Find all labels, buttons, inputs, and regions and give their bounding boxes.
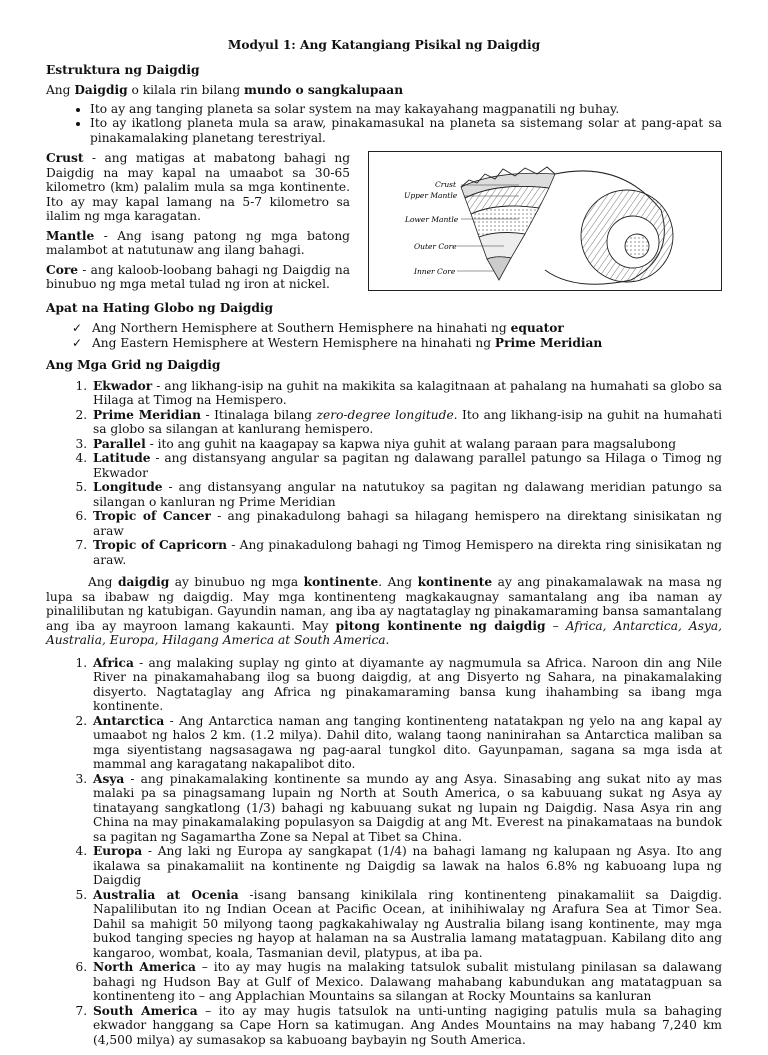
continents-list bbox=[46, 656, 722, 1048]
continent-item: 3. Asya - ang pinakamalaking kontinente sa mundo ay ang Asya. Sinasabing ang sukat nito ay mas malaki pa sa pinagsamang lupain ng North at South America, o sa kabuuang sukat ng Asya ay tinatayang sangkatlong (1/3) bahagi ng kabuuang sukat ng lupain ng Daigdig. Nasa Asya rin ang China na may pinakamalaking populasyon sa Daigdig at ang Mt. Everest na pinakamataas na bundok sa pagitan ng Sagamartha Zone sa Nepal at Tibet sa China. bbox=[91, 772, 722, 845]
core-definition: Core - ang kaloob-loobang bahagi ng Daigdig na binubuo ng mga metal tulad ng iron at nickel. bbox=[46, 262, 350, 291]
layers-section bbox=[46, 151, 722, 297]
grid-item: 3. Parallel - ito ang guhit na kaagapay sa kapwa niya guhit at walang paraan para magsalubong bbox=[91, 437, 722, 452]
bullet-item: • Ito ay ang tanging planeta sa solar system na may kakayahang magpanatili ng buhay. bbox=[90, 102, 722, 117]
label-crust: Crust bbox=[435, 180, 457, 189]
document-page bbox=[46, 38, 722, 1055]
continent-item: 5. Australia at Ocenia -isang bansang kinikilala ring kontinenteng pinakamaliit sa Daigdig. Napalilibutan ito ng Indian Ocean at Pacific Ocean, at inihihiwalay ng Arafura Sea at Timor Sea. Dahil sa mahigit 50 milyong taong pagkakahiwalay ng Australia bilang isang kontinente, may mga bukod tanging species ng hayop at halaman na sa Australia lamang matatagpuan. Kabilang dito ang kangaroo, wombat, koala, Tasmanian devil, platypus, at iba pa. bbox=[91, 888, 722, 961]
label-upper-mantle: Upper Mantle bbox=[404, 191, 458, 200]
crust-definition: Crust - ang matigas at mabatong bahagi ng Daigdig na may kapal na umaabot sa 30-65 kilometro (km) palalim mula sa mga kontinente. Ito ay may kapal lamang na 5-7 kilometro sa ilalim ng mga karagatan. bbox=[46, 151, 350, 223]
wedge-inner-core bbox=[487, 257, 511, 280]
mantle-definition: Mantle - Ang isang patong ng mga batong malambot at natutunaw ang ilang bahagi. bbox=[46, 228, 350, 257]
grid-list bbox=[46, 379, 722, 568]
earth-layers-figure bbox=[368, 151, 722, 291]
heading-apat: Apat na Hating Globo ng Daigdig bbox=[46, 300, 274, 315]
bullet-item: • Ito ay ikatlong planeta mula sa araw, pinakamasukal na planeta sa sistemang solar at pang-apat sa pinakamalaking planetang terestriyal. bbox=[90, 116, 722, 145]
grid-item: 5. Longitude - ang distansyang angular na natutukoy sa pagitan ng dalawang meridian patungo sa silangan o kanluran ng Prime Meridian bbox=[91, 480, 722, 509]
grid-item: 6. Tropic of Cancer - ang pinakadulong bahagi sa hilagang hemispero na direktang sinisikatan ng araw bbox=[91, 509, 722, 538]
continent-item: 4. Europa - Ang laki ng Europa ay sangkapat (1/4) na bahagi lamang ng kalupaan ng Asya. Ito ang ikalawa sa pinakamaliit na kontinente ng Daigdig sa lawak na halos 6.8% ng kabuoang lupa ng Daigdig bbox=[91, 844, 722, 888]
continent-item: 1. Africa - ang malaking suplay ng ginto at diyamante ay nagmumula sa Africa. Naroon din ang Nile River na pinakamahabang ilog sa buong daigdig, at ang Disyerto ng Sahara, na pinakamalaking disyerto. Nagtataglay ang Africa ng pinakamaraming bansa kung ihahambing sa ibang mga kontinente. bbox=[91, 656, 722, 714]
label-lower-mantle: Lower Mantle bbox=[405, 215, 459, 224]
earth-bullets bbox=[46, 102, 722, 146]
intro-line: Ang Daigdig o kilala rin bilang mundo o sangkalupaan bbox=[46, 83, 404, 97]
heading-estruktura: Estruktura ng Daigdig bbox=[46, 62, 200, 77]
grid-item: 4. Latitude - ang distansyang angular sa pagitan ng dalawang parallel patungo sa Hilaga o Timog ng Ekwador bbox=[91, 451, 722, 480]
layers-text bbox=[46, 151, 350, 297]
heading-grid: Ang Mga Grid ng Daigdig bbox=[46, 358, 221, 372]
continent-item: 2. Antarctica - Ang Antarctica naman ang tanging kontinenteng natatakpan ng yelo na ang kapal ay umaabot ng halos 2 km. (1.2 milya). Dahil dito, walang taong naninirahan sa Antarctica maliban sa mga siyentistang nagsasagawa ng pag-aaral tungkol dito. Gayunpaman, sagana sa mga isda at mammal ang karagatang nakapalibot dito. bbox=[91, 714, 722, 772]
continent-item: 6. North America – ito ay may hugis na malaking tatsulok subalit mistulang pinilasan sa dalawang bahagi ng Hudson Bay at Gulf of Mexico. Dalawang mahabang kabundukan ang matatagpuan sa kontinenteng ito – ang Applachian Mountains sa silangan at Rocky Mountains sa kanluran bbox=[91, 960, 722, 1004]
grid-item: 1. Ekwador - ang likhang-isip na guhit na makikita sa kalagitnaan at pahalang na humahati sa globo sa Hilaga at Timog na Hemispero. bbox=[91, 379, 722, 408]
check-item: ✓ Ang Eastern Hemisphere at Western Hemisphere na hinahati ng Prime Meridian bbox=[72, 335, 603, 350]
checkmark-icon: ✓ bbox=[72, 321, 83, 335]
sphere-inner-core bbox=[625, 234, 649, 258]
page-title: Modyul 1: Ang Katangiang Pisikal ng Daigdig bbox=[227, 38, 541, 52]
continent-item: 7. South America – ito ay may hugis tatsulok na unti-unting nagiging patulis mula sa bahaging ekwador hanggang sa Cape Horn sa katimugan. Ang Andes Mountains na may habang 7,240 km (4,500 milya) ay sumasakop sa kabuoang baybayin ng South America. bbox=[91, 1004, 722, 1048]
grid-item: 2. Prime Meridian - Itinalaga bilang zero-degree longitude. Ito ang likhang-isip na guhit na humahati sa globo sa silangan at kanlurang hemispero. bbox=[91, 408, 722, 437]
grid-item: 7. Tropic of Capricorn - Ang pinakadulong bahagi ng Timog Hemispero na direkta ring sinisikatan ng araw. bbox=[91, 538, 722, 567]
checkmark-icon: ✓ bbox=[72, 335, 83, 350]
continents-intro: Ang daigdig ay binubuo ng mga kontinente. Ang kontinente ay ang pinakamalawak na masa ng lupa sa ibabaw ng daigdig. May mga kontinenteng magkakaugnay samantalang ang iba naman ay pinalilibutan ng katubigan. Gayundin naman, ang iba ay nagtataglay ng pinakamaraming bansa samantalang ang iba ay mayroon lamang kakaunti. May pitong kontinente ng daigdig – Africa, Antarctica, Asya, Australia, Europa, Hilagang America at South America. bbox=[46, 575, 723, 647]
earth-layers-diagram bbox=[369, 152, 721, 290]
label-outer-core: Outer Core bbox=[414, 242, 457, 251]
check-item: ✓ Ang Northern Hemisphere at Southern Hemisphere na hinahati ng equator bbox=[72, 321, 564, 335]
label-inner-core: Inner Core bbox=[414, 267, 456, 276]
hemisphere-checklist bbox=[46, 321, 722, 350]
